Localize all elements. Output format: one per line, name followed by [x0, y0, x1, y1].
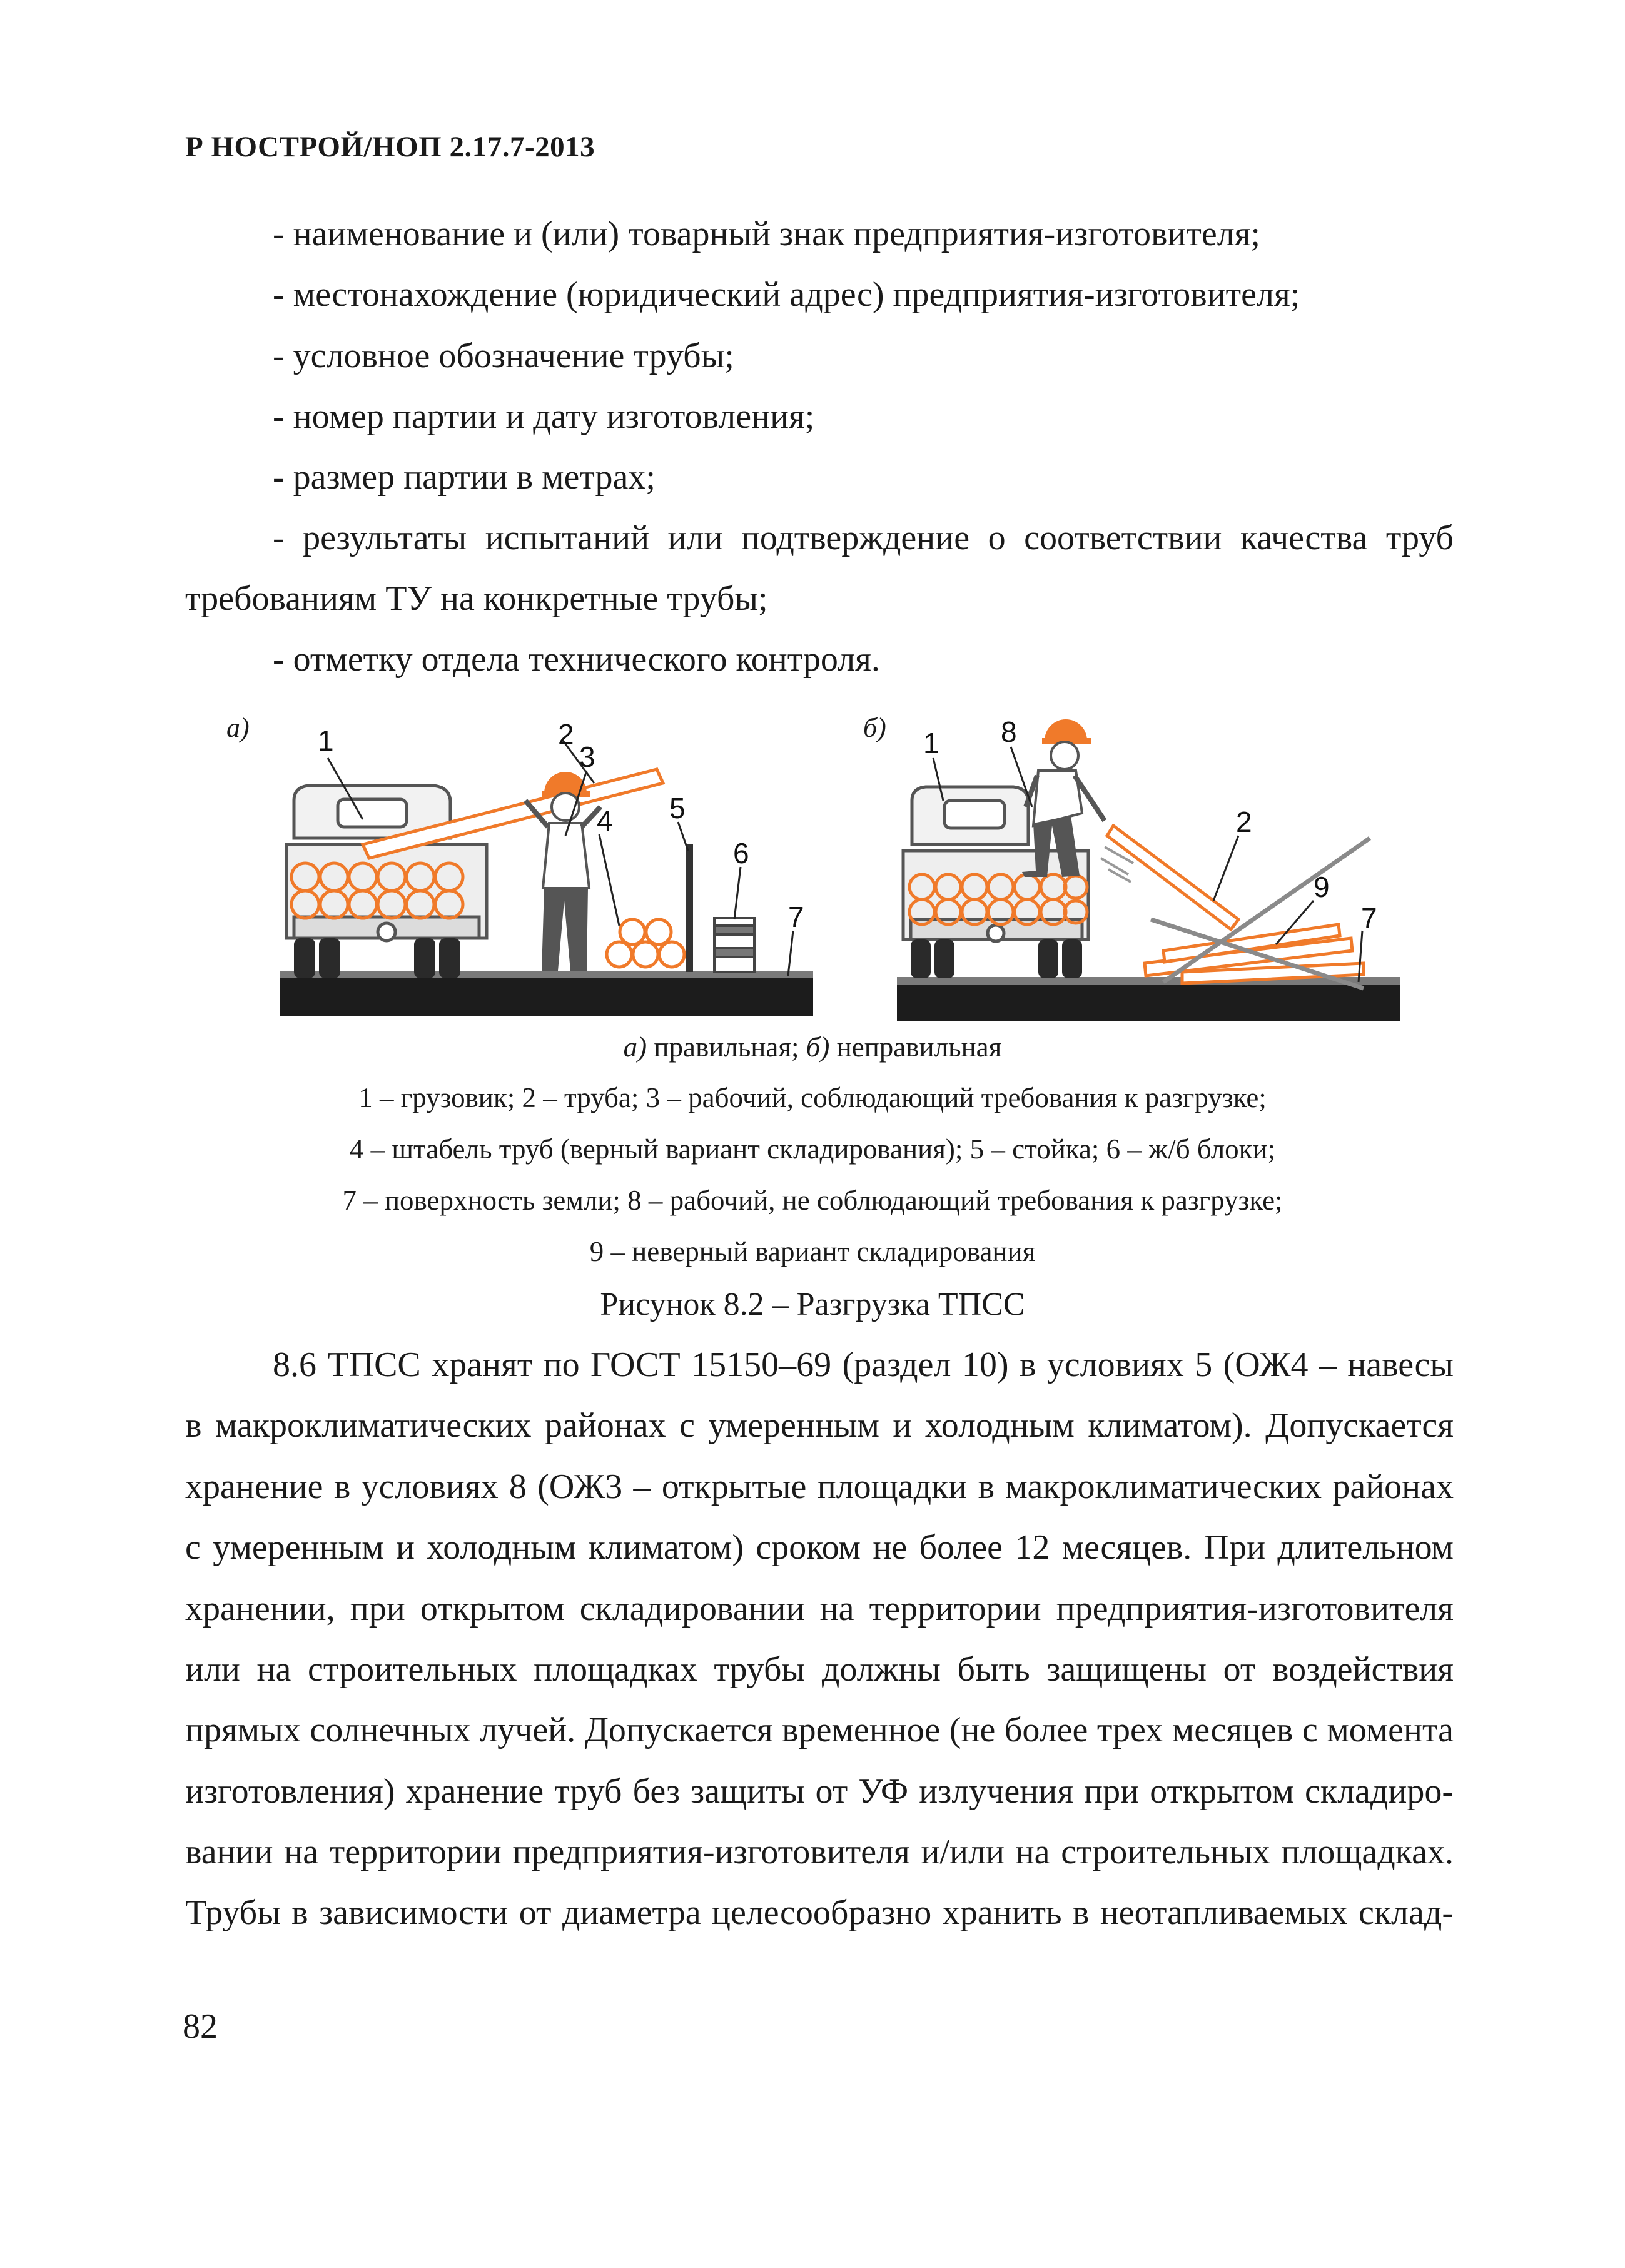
caption-a-label: а) — [623, 1031, 647, 1063]
callout-7: 7 — [788, 901, 804, 933]
caption-b-label: б) — [806, 1031, 830, 1063]
paragraph-line: вании на территории предприятия-изготовителя и/или на строительных площадках. — [185, 1833, 1454, 1871]
list-item: - размер партии в метрах; — [273, 458, 656, 497]
figure-legend-line: 1 – грузовик; 2 – труба; 3 – рабочий, соблюдающий требования к разгрузке; — [358, 1082, 1267, 1113]
callout-8: 8 — [1001, 716, 1017, 748]
list-item-continuation: требованиям ТУ на конкретные трубы; — [185, 579, 768, 618]
list-item: - результаты испытаний или подтверждение о соответствии качества труб — [273, 519, 1454, 557]
list-item: - местонахождение (юридический адрес) предприятия-изготовителя; — [273, 275, 1300, 314]
document-code-header: Р НОСТРОЙ/НОП 2.17.7-2013 — [185, 131, 595, 163]
list-item: - номер партии и дату изготовления; — [273, 397, 815, 436]
list-item: - отметку отдела технического контроля. — [273, 640, 880, 679]
paragraph-line: с умеренным и холодным климатом) сроком не более 12 месяцев. При длительном — [185, 1528, 1454, 1567]
figure-legend-line: 9 – неверный вариант складирования — [589, 1236, 1036, 1267]
paragraph-line: хранении, при открытом складировании на территории предприятия-изготовителя — [185, 1589, 1454, 1628]
paragraph-line: хранение в условиях 8 (ОЖ3 – открытые площадки в макроклиматических районах — [185, 1467, 1454, 1506]
callout-1: 1 — [318, 724, 334, 757]
caption-b-text: неправильная — [829, 1031, 1002, 1063]
paragraph-line: прямых солнечных лучей. Допускается временное (не более трех месяцев с момента — [185, 1711, 1454, 1749]
falling-pipes — [1107, 826, 1364, 983]
concrete-blocks — [714, 918, 754, 972]
truck-wheel-icons — [911, 939, 1082, 978]
figure-label-a: а) — [226, 712, 250, 743]
list-item: - наименование и (или) товарный знак предприятия-изготовителя; — [273, 215, 1260, 253]
paragraph-line: 8.6 ТПСС хранят по ГОСТ 15150–69 (раздел 10) в условиях 5 (ОЖ4 – навесы — [273, 1345, 1454, 1384]
callout-9: 9 — [1314, 871, 1330, 903]
callout-6: 6 — [733, 837, 749, 869]
paragraph-line: Трубы в зависимости от диаметра целесообразно хранить в неотапливаемых склад- — [185, 1893, 1454, 1932]
callout-5: 5 — [669, 792, 686, 824]
caption-a-text: правильная; — [647, 1031, 806, 1063]
callout-4: 4 — [597, 804, 613, 837]
callout-2: 2 — [558, 718, 574, 751]
callout-7: 7 — [1361, 902, 1377, 934]
paragraph-line: или на строительных площадках трубы должны быть защищены от воздействия — [185, 1650, 1454, 1689]
figure-correct-unloading — [269, 713, 832, 1038]
figure-legend-line: 4 – штабель труб (верный вариант складирования); 5 – стойка; 6 – ж/б блоки; — [349, 1133, 1276, 1165]
post — [686, 844, 693, 972]
paragraph-line: изготовления) хранение труб без защиты от УФ излучения при открытом складиро- — [185, 1772, 1454, 1811]
figure-label-b: б) — [863, 712, 886, 743]
ground-surface — [897, 983, 1400, 1021]
figure-legend-line: 7 – поверхность земли; 8 – рабочий, не соблюдающий требования к разгрузке; — [342, 1185, 1283, 1216]
figure-title: Рисунок 8.2 – Разгрузка ТПСС — [600, 1287, 1025, 1322]
callout-1: 1 — [923, 727, 939, 759]
pipe-stack-correct — [607, 919, 684, 967]
figure-incorrect-unloading — [888, 713, 1414, 1038]
list-item: - условное обозначение трубы; — [273, 337, 734, 375]
callout-2: 2 — [1236, 806, 1252, 838]
callout-3: 3 — [579, 741, 595, 773]
ground-surface — [280, 977, 813, 1016]
page-number: 82 — [183, 2007, 218, 2046]
paragraph-line: в макроклиматических районах с умеренным и холодным климатом). Допускается — [185, 1406, 1454, 1445]
figure-subcaption — [0, 1031, 1625, 1063]
